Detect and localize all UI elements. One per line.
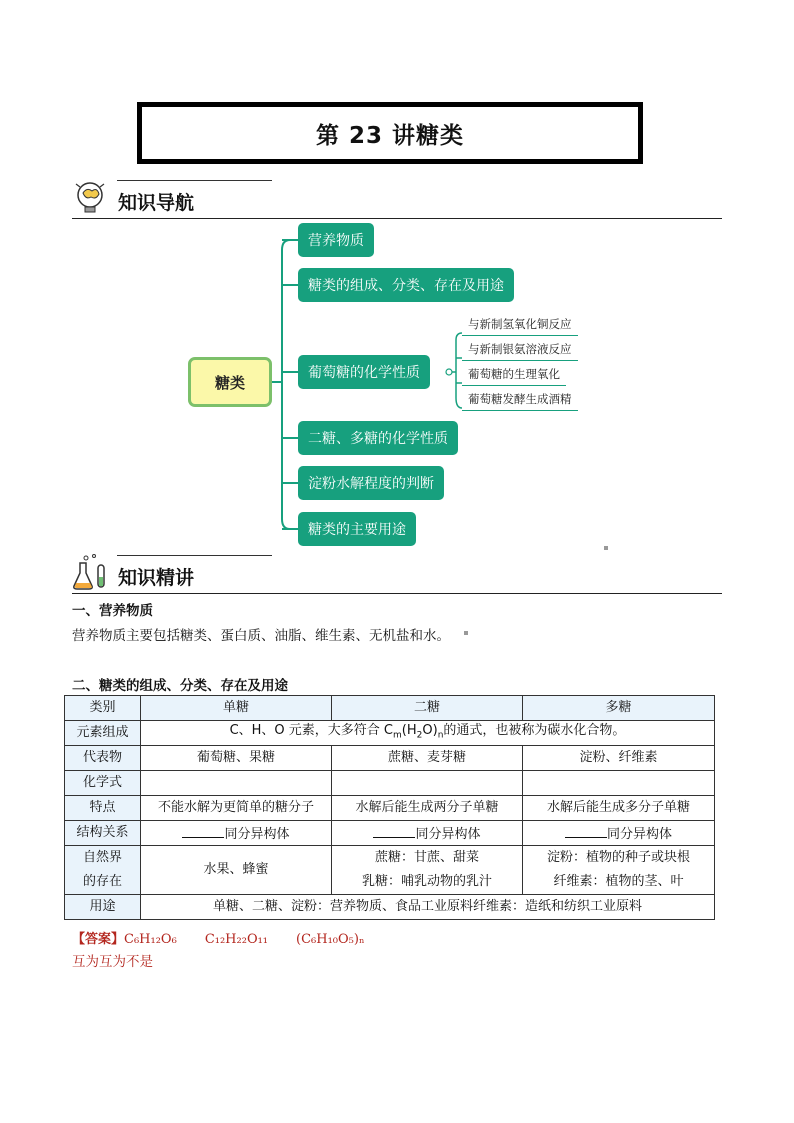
table-cell: 淀粉：植物的种子或块根 纤维素：植物的茎、叶 (523, 846, 715, 895)
part1-heading: 一、营养物质 (72, 603, 153, 619)
fill-blank (565, 823, 607, 838)
fill-blank (182, 823, 224, 838)
flask-icon (72, 553, 112, 591)
answer-formula-poly: (C₆H₁₀O₅)ₙ (296, 932, 365, 947)
answer-tag: 【答案】 (72, 932, 125, 947)
table-header-cell: 单糖 (141, 696, 332, 721)
table-cell: 不能水解为更简单的糖分子 (141, 796, 332, 821)
table-cell: 蔗糖：甘蔗、甜菜 乳糖：哺乳动物的乳汁 (332, 846, 523, 895)
table-cell: 水果、蜂蜜 (141, 846, 332, 895)
table-row-feature (65, 796, 715, 821)
table-header-cell: 类别 (65, 696, 141, 721)
row-label: 元素组成 (65, 721, 141, 746)
table-cell: 同分异构体 (523, 821, 715, 846)
table-cell-empty (332, 771, 523, 796)
table-cell: 水解后能生成两分子单糖 (332, 796, 523, 821)
mindmap-root: 糖类 (188, 357, 272, 407)
mindmap-branch-nutrients: 营养物质 (298, 223, 374, 257)
mindmap-leaf-silver: 与新制银氨溶液反应 (462, 341, 578, 361)
mindmap-branch-starch-hydrolysis: 淀粉水解程度的判断 (298, 466, 444, 500)
row-label: 化学式 (65, 771, 141, 796)
table-row-formula (65, 771, 715, 796)
table-cell: 同分异构体 (141, 821, 332, 846)
table-row-header (65, 696, 715, 721)
mindmap-leaf-fermentation: 葡萄糖发酵生成酒精 (462, 391, 578, 411)
table-cell-empty (523, 771, 715, 796)
mindmap-branch-uses: 糖类的主要用途 (298, 512, 416, 546)
mindmap-branch-composition: 糖类的组成、分类、存在及用途 (298, 268, 514, 302)
section-label-nav: 知识导航 (118, 192, 195, 214)
table-cell-empty (141, 771, 332, 796)
part2-heading: 二、糖类的组成、分类、存在及用途 (72, 678, 288, 694)
table-row-representative (65, 746, 715, 771)
table-row-nature (65, 846, 715, 895)
table-row-composition (65, 721, 715, 746)
section-header-lecture (72, 553, 722, 594)
table-cell: 葡萄糖、果糖 (141, 746, 332, 771)
mindmap-branch-glucose: 葡萄糖的化学性质 (298, 355, 430, 389)
usage-cell: 单糖、二糖、淀粉：营养物质、食品工业原料纤维素：造纸和纺织工业原料 (141, 895, 715, 920)
artifact-mark (604, 546, 608, 550)
page-title: 第 23 讲糖类 (315, 122, 465, 149)
mindmap-branch-disaccharide: 二糖、多糖的化学性质 (298, 421, 458, 455)
table-cell: 同分异构体 (332, 821, 523, 846)
answer-line (72, 928, 393, 947)
part1-text: 营养物质主要包括糖类、蛋白质、油脂、维生素、无机盐和水。 (72, 628, 450, 644)
answer-formula-mono: C₆H₁₂O₆ (124, 932, 177, 947)
saccharide-table (64, 695, 715, 920)
artifact-mark (464, 631, 468, 635)
row-label: 结构关系 (65, 821, 141, 846)
table-row-structure (65, 821, 715, 846)
row-label: 自然界 的存在 (65, 846, 141, 895)
table-cell: 蔗糖、麦芽糖 (332, 746, 523, 771)
composition-cell: C、H、O 元素，大多符合 $C_m(H_2O)_n$的通式，也被称为碳水化合物。 (141, 721, 715, 746)
answer-line-2: 互为互为不是 (72, 954, 153, 970)
row-label: 代表物 (65, 746, 141, 771)
section-label-lecture: 知识精讲 (118, 567, 195, 589)
fill-blank (373, 823, 415, 838)
table-header-cell: 多糖 (523, 696, 715, 721)
row-label: 特点 (65, 796, 141, 821)
answer-formula-di: C₁₂H₂₂O₁₁ (204, 932, 269, 947)
mindmap-leaf-oxidation: 葡萄糖的生理氧化 (462, 366, 566, 386)
table-cell: 水解后能生成多分子单糖 (523, 796, 715, 821)
row-label: 用途 (65, 895, 141, 920)
table-cell: 淀粉、纤维素 (523, 746, 715, 771)
mindmap-leaf-cuoh: 与新制氢氧化铜反应 (462, 316, 578, 336)
table-row-usage (65, 895, 715, 920)
table-header-cell: 二糖 (332, 696, 523, 721)
